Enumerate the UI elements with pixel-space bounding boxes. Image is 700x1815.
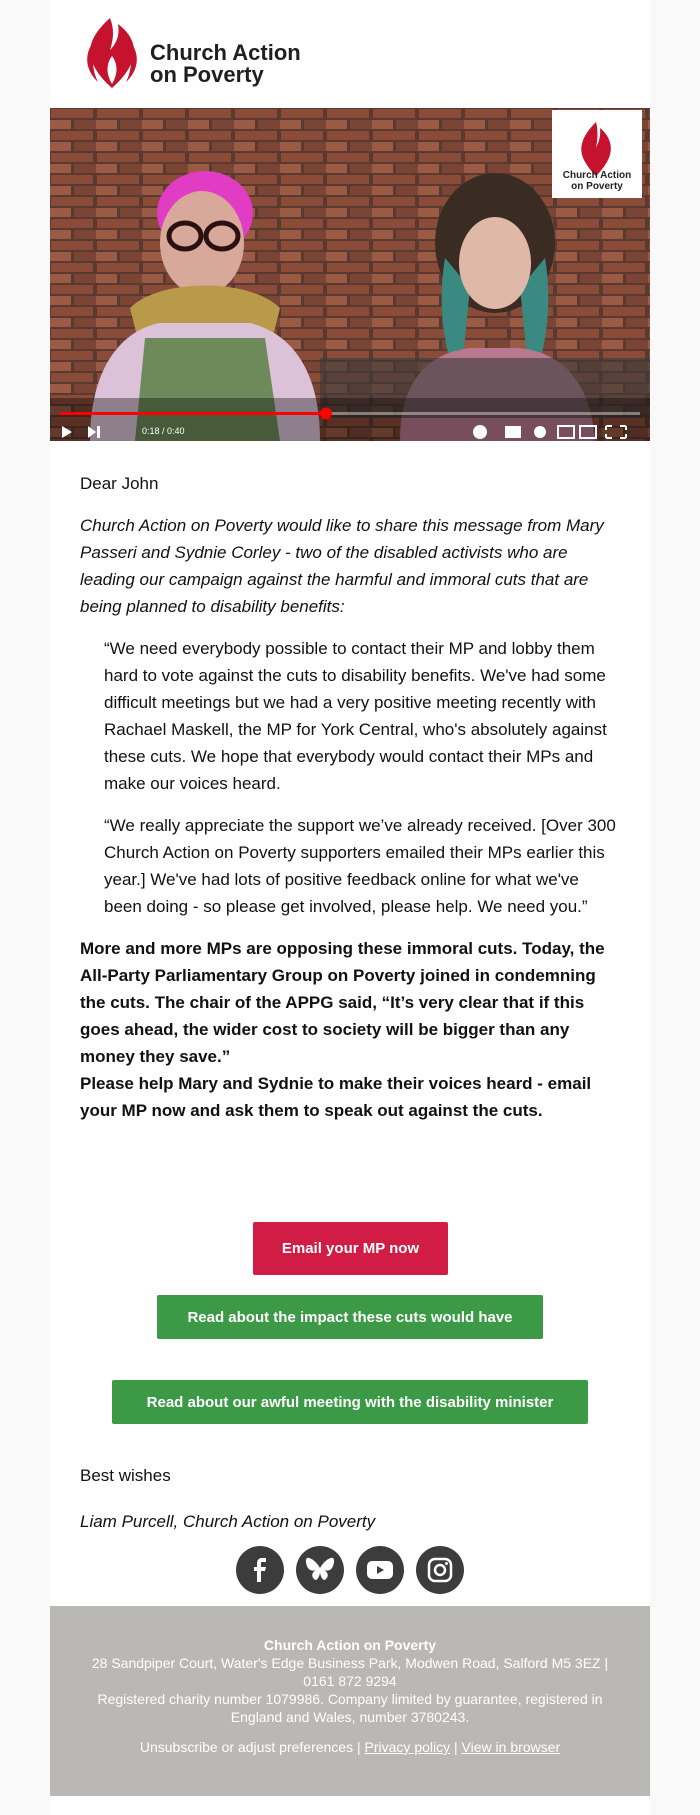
email-mp-button[interactable]: Email your MP now [253,1222,448,1275]
read-meeting-button[interactable]: Read about our awful meeting with the disability minister [112,1380,588,1424]
footer-separator: | [357,1739,361,1755]
footer-address: 28 Sandpiper Court, Water's Edge Business Park, Modwen Road, Salford M5 3EZ | [91,1655,609,1671]
privacy-policy-link[interactable]: Privacy policy [364,1739,451,1755]
footer-separator: | [454,1739,458,1755]
bluesky-icon[interactable] [296,1546,344,1594]
greeting: Dear John [80,474,159,493]
email-body [80,470,620,1124]
video-player[interactable] [50,108,650,441]
quote-2: “We really appreciate the support we’ve already received. [Over 300 Church Action on Poverty supporters emailed their MPs earlier this year.] We've had lots of positive feedback online for what we've been doing - so please get involved, please help. We need you.” [104,816,616,916]
video-watermark: Church Action on Poverty [562,170,632,192]
intro-paragraph: Church Action on Poverty would like to share this message from Mary Passeri and Sydnie Corley - two of the disabled activists who are leading our campaign against the harmful and immoral cuts that are being planned to disability benefits: [80,516,604,616]
video-time: 0:18 / 0:40 [142,426,185,436]
footer [50,1606,650,1796]
read-impact-button[interactable]: Read about the impact these cuts would have [157,1295,543,1339]
best-wishes: Best wishes [80,1466,171,1485]
footer-links [50,1738,650,1756]
youtube-icon[interactable] [356,1546,404,1594]
instagram-icon[interactable] [416,1546,464,1594]
quote-1: “We need everybody possible to contact their MP and lobby them hard to vote against the cuts to disability benefits. We've had some difficult meetings but we had a very positive meeting recently with Rachael Maskell, the MP for York Central, who's absolutely against these cuts. We hope that everybody would contact their MPs and make our voices heard. [104,639,607,793]
appeal-paragraph: More and more MPs are opposing these immoral cuts. Today, the All-Party Parliamentary Group on Poverty joined in condemning the cuts. The chair of the APPG said, “It’s very clear that if this goes ahead, the wider cost to society will be bigger than any money they save.” [80,939,605,1066]
footer-org: Church Action on Poverty [263,1637,437,1653]
brand-logo[interactable] [80,16,340,90]
unsubscribe-link[interactable]: Unsubscribe or adjust preferences [139,1739,354,1755]
view-in-browser-link[interactable]: View in browser [461,1739,561,1755]
footer-charity: Registered charity number 1079986. Company limited by guarantee, registered in England and Wales, number 3780243. [97,1691,603,1725]
facebook-icon[interactable] [236,1546,284,1594]
brand-name: Church Action on Poverty [150,40,301,87]
call-to-action-text: Please help Mary and Sydnie to make their voices heard - email your MP now and ask them to speak out against the cuts. [80,1074,592,1120]
video-frame [50,108,650,441]
signature: Liam Purcell, Church Action on Poverty [80,1512,376,1531]
footer-phone: 0161 872 9294 [303,1673,397,1689]
flame-logo-icon [80,16,144,90]
